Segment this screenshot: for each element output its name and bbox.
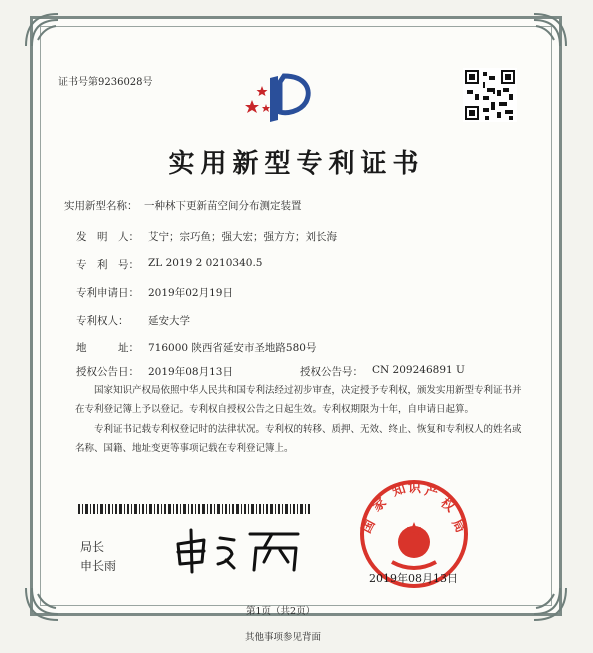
- director-name: 申长雨: [80, 559, 117, 573]
- corner-ornament-icon: [22, 584, 62, 624]
- corner-ornament-icon: [530, 10, 570, 50]
- legal-status-paragraph: 专利证书记载专利权登记时的法律状况。专利权的转移、质押、无效、终止、恢复和专利权人的姓名或名称、国籍、地址变更等事项记载在专利登记簿上。: [75, 424, 522, 454]
- seal-char-5: 产: [422, 483, 440, 502]
- corner-ornament-icon: [22, 10, 62, 50]
- cnipa-logo-icon: [240, 70, 320, 128]
- inventor-value: 艾宁；宗巧鱼；强大宏；强方方；刘长海: [148, 231, 337, 243]
- apply-date-value: 2019年02月19日: [148, 287, 233, 299]
- certificate-number: 证书号第9236028号: [58, 77, 153, 88]
- patent-number-label: 专 利 号：: [76, 259, 139, 271]
- footer-note: 其他事项参见背面: [245, 632, 322, 643]
- seal-char-6: 权: [437, 495, 458, 516]
- seal-char-1: 国: [359, 517, 379, 536]
- address-value: 716000 陕西省延安市圣地路580号: [148, 342, 317, 354]
- owner-value: 延安大学: [148, 315, 190, 327]
- qr-code-icon: [463, 68, 517, 122]
- name-label: 实用新型名称：: [64, 200, 138, 212]
- seal-char-2: 家: [369, 495, 390, 516]
- seal-char-3: 知: [390, 481, 408, 500]
- address-label: 地 址：: [76, 342, 139, 354]
- inventor-label: 发 明 人：: [76, 231, 139, 243]
- director-signature: [172, 524, 308, 574]
- director-title: 局长: [80, 540, 105, 554]
- page-indicator: 第1页（共2页）: [246, 606, 316, 617]
- announce-date-label: 授权公告日：: [76, 366, 139, 378]
- certificate-title: 实用新型专利证书: [168, 149, 425, 179]
- seal-char-4: 识: [408, 481, 422, 496]
- announce-number-value: CN 209246891 U: [372, 364, 465, 376]
- announce-number-label: 授权公告号：: [300, 366, 363, 378]
- seal-char-7: 局: [448, 516, 468, 536]
- announce-date-value: 2019年08月13日: [148, 366, 233, 378]
- seal-date: 2019年08月13日: [369, 572, 458, 585]
- apply-date-label: 专利申请日：: [76, 287, 139, 299]
- corner-ornament-icon: [530, 584, 570, 624]
- owner-label: 专利权人：: [76, 315, 129, 327]
- grant-statement-paragraph: 国家知识产权局依照中华人民共和国专利法经过初步审查，决定授予专利权，颁发实用新型专利证书并在专利登记簿上予以登记。专利权自授权公告之日起生效。专利权期限为十年，自申请日起算。: [75, 385, 522, 415]
- barcode-icon: [78, 504, 310, 514]
- patent-number-value: ZL 2019 2 0210340.5: [148, 257, 263, 269]
- name-value: 一种林下更新苗空间分布测定装置: [144, 200, 302, 212]
